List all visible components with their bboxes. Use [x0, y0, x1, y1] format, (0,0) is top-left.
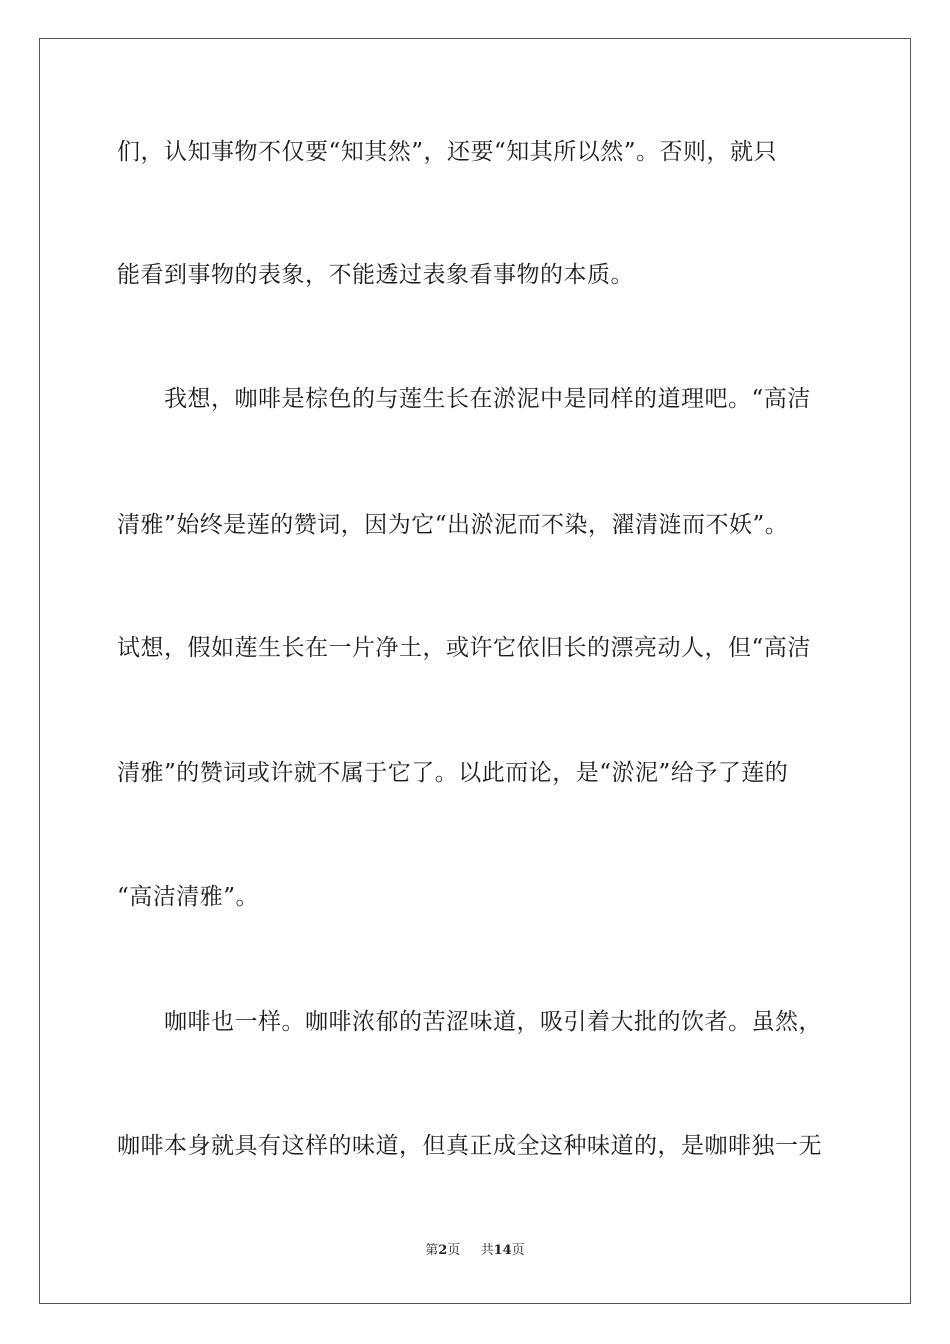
page-footer: [0, 1243, 950, 1259]
body-line-4: 清雅”始终是莲的赞词，因为它“出淤泥而不染，濯清涟而不妖”。: [117, 512, 789, 538]
body-line-1: 们，认知事物不仅要“知其然”，还要“知其所以然”。否则，就只: [117, 139, 778, 165]
body-line-3: 我想，咖啡是棕色的与莲生长在淤泥中是同样的道理吧。“高洁: [164, 386, 811, 412]
page-suffix: 页: [447, 1243, 461, 1258]
total-pages-indicator: [481, 1243, 525, 1259]
page-prefix: 第: [425, 1243, 439, 1258]
page-border: [39, 38, 911, 1304]
body-line-2: 能看到事物的表象，不能透过表象看事物的本质。: [117, 262, 634, 288]
body-line-5: 试想，假如莲生长在一片净土，或许它依旧长的漂亮动人，但“高洁: [117, 635, 811, 661]
total-prefix: 共: [480, 1243, 494, 1258]
body-line-6: 清雅”的赞词或许就不属于它了。以此而论，是“淤泥”给予了莲的: [117, 760, 789, 786]
body-line-9: 咖啡本身就具有这样的味道，但真正成全这种味道的，是咖啡独一无: [117, 1133, 822, 1159]
body-line-7: “高洁清雅”。: [117, 884, 260, 910]
page-number: 2: [438, 1243, 448, 1258]
total-number: 14: [493, 1243, 512, 1258]
page-indicator: [425, 1243, 460, 1259]
total-suffix: 页: [511, 1243, 525, 1258]
body-line-8: 咖啡也一样。咖啡浓郁的苦涩味道，吸引着大批的饮者。虽然，: [164, 1009, 822, 1035]
